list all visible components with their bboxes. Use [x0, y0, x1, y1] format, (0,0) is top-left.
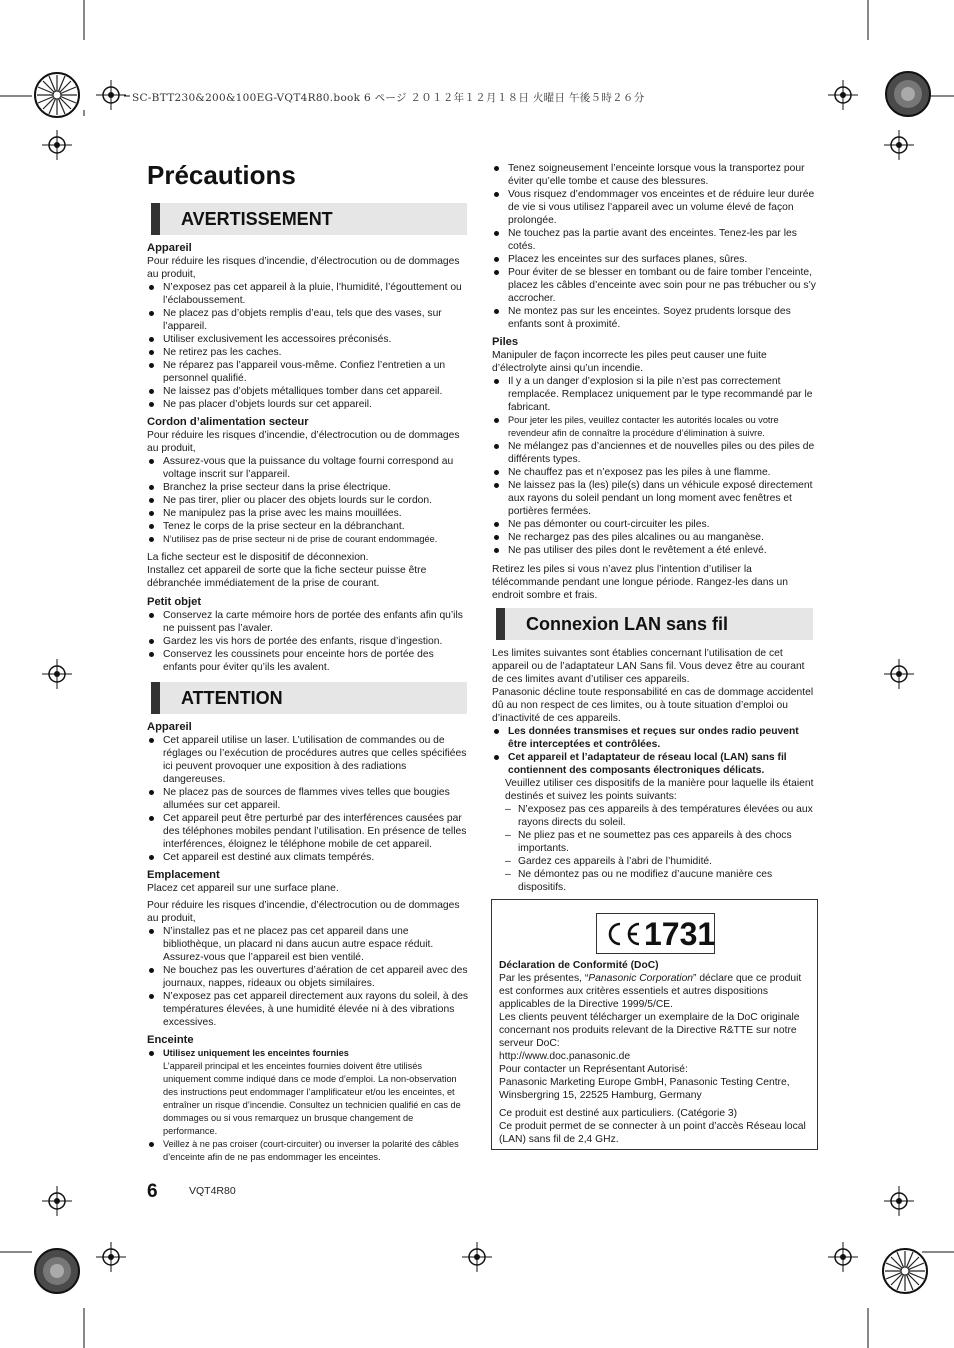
- bullet-list: [147, 1047, 469, 1164]
- lan-banner: Connexion LAN sans fil: [496, 608, 813, 640]
- crosshair-icon: [828, 1242, 858, 1272]
- page-number: 6: [147, 1181, 158, 1202]
- registration-target-icon: [30, 68, 84, 122]
- list-item: Pour éviter de se blesser en tombant ou de faire tomber l’enceinte, placez les câbles d’enceinte avec soin pour ne pas trébucher ou s’y accrocher.: [492, 266, 818, 305]
- crosshair-icon: [884, 130, 914, 160]
- crosshair-icon: [42, 130, 72, 160]
- list-item: Gardez les vis hors de portée des enfants, risque d’ingestion.: [147, 635, 469, 648]
- subheading-enceinte: Enceinte: [147, 1034, 194, 1046]
- bullet-list: [147, 609, 469, 674]
- list-item: – N’exposez pas ces appareils à des températures élevées ou aux rayons directs du soleil.: [492, 803, 818, 829]
- crosshair-icon: [462, 1242, 492, 1272]
- list-item: Pour jeter les piles, veuillez contacter les autorités locales ou votre revendeur afin de connaître la procédure d’élimination à suivre.: [492, 414, 818, 440]
- paragraph: Retirez les piles si vous n’avez plus l’intention d’utiliser la télécommande pendant une longue période. Rangez-les dans un endroit sombre et frais.: [492, 564, 788, 601]
- crosshair-icon: [884, 1186, 914, 1216]
- crosshair-icon: [96, 1242, 126, 1272]
- list-item: N’exposez pas cet appareil à la pluie, l’humidité, l’égouttement ou l’éclaboussement.: [147, 281, 469, 307]
- bullet-list: [492, 375, 818, 557]
- address: Panasonic Marketing Europe GmbH, Panasonic Testing Centre, Winsbergring 15, 22525 Hamburg, Germany: [499, 1077, 790, 1101]
- paragraph: Ce produit permet de se connecter à un point d’accès Réseau local (LAN) sans fil de 2,4 GHz.: [499, 1121, 806, 1145]
- list-item: Tenez le corps de la prise secteur en la débranchant.: [147, 520, 469, 533]
- list-item: Ne réparez pas l’appareil vous-même. Confiez l’entretien a un personnel qualifié.: [147, 359, 469, 385]
- bullet-list: [147, 734, 469, 864]
- paragraph: La fiche secteur est le dispositif de déconnexion.: [147, 552, 369, 563]
- bullet-list: [147, 281, 469, 411]
- paragraph: Par les présentes, “Panasonic Corporation” déclare que ce produit est conformes aux critères essentiels et autres dispositions applicables de la Directive 1999/5/CE.: [499, 973, 802, 1010]
- subheading-petit-objet: Petit objet: [147, 596, 202, 608]
- subheading-piles: Piles: [492, 336, 519, 348]
- registration-target-icon: [880, 66, 936, 122]
- crosshair-icon: [42, 1186, 72, 1216]
- attention-banner: ATTENTION: [151, 682, 467, 714]
- list-item: Ne laissez pas la (les) pile(s) dans un véhicule exposé directement aux rayons du soleil pendant un long moment avec fenêtres et portières fermées.: [492, 479, 818, 518]
- list-item: N’exposez pas cet appareil directement aux rayons du soleil, à des températures élevées, à une humidité élevée ni à des vibrations excessives.: [147, 990, 469, 1029]
- crosshair-icon: [42, 659, 72, 689]
- list-item: Cet appareil peut être perturbé par des interférences causées par des téléphones mobiles pendant l’utilisation. En présence de telles interférences, éloignez le téléphone mobile de cet appareil.: [147, 812, 469, 851]
- list-item: Cet appareil est destiné aux climats tempérés.: [147, 851, 469, 864]
- item-title: Utilisez uniquement les enceintes fournies: [163, 1048, 349, 1058]
- list-item: Ne touchez pas la partie avant des enceintes. Tenez-les par les cotés.: [492, 227, 818, 253]
- list-item: Ne bouchez pas les ouvertures d’aération de cet appareil avec des journaux, nappes, rideaux ou objets similaires.: [147, 964, 469, 990]
- paragraph: Pour contacter un Représentant Autorisé:: [499, 1064, 688, 1075]
- document-code: VQT4R80: [189, 1185, 236, 1197]
- subheading-emplacement: Emplacement: [147, 869, 220, 881]
- list-item: Ne retirez pas les caches.: [147, 346, 469, 359]
- list-item: Cet appareil et l’adaptateur de réseau local (LAN) sans fil contiennent des composants électroniques délicats.: [492, 751, 818, 777]
- registration-target-icon: [878, 1244, 932, 1298]
- doc-url: http://www.doc.panasonic.de: [499, 1051, 631, 1062]
- paragraph: Pour réduire les risques d’incendie, d’électrocution ou de dommages au produit,: [147, 430, 460, 454]
- paragraph: Placez cet appareil sur une surface plane.: [147, 883, 339, 894]
- list-item: – Ne démontez pas ou ne modifiez d’aucune manière ces dispositifs.: [492, 868, 818, 894]
- list-item: Ne pas démonter ou court-circuiter les piles.: [492, 518, 818, 531]
- paragraph: Ce produit est destiné aux particuliers. (Catégorie 3): [499, 1108, 738, 1119]
- list-item: Ne montez pas sur les enceintes. Soyez prudents lorsque des enfants sont à proximité.: [492, 305, 818, 331]
- avertissement-banner: AVERTISSEMENT: [151, 203, 467, 235]
- doc-text: [499, 959, 811, 1146]
- right-column-top: [492, 162, 818, 602]
- list-item: Ne pas tirer, plier ou placer des objets lourds sur le cordon.: [147, 494, 469, 507]
- list-item: – Ne pliez pas et ne soumettez pas ces appareils à des chocs importants.: [492, 829, 818, 855]
- list-item: Veillez à ne pas croiser (court-circuiter) ou inverser la polarité des câbles d’enceinte afin de ne pas endommager les enceintes.: [147, 1138, 469, 1164]
- list-item: [147, 1047, 469, 1138]
- list-item: Il y a un danger d’explosion si la pile n’est pas correctement remplacée. Remplacez uniquement par le type recommandé par le fabricant.: [492, 375, 818, 414]
- bullet-list: [492, 162, 818, 331]
- ce-mark-icon: [603, 920, 643, 948]
- paragraph: Manipuler de façon incorrecte les piles peut causer une fuite d’électrolyte ainsi qu’un incendie.: [492, 350, 767, 374]
- bullet-list: [147, 925, 469, 1029]
- list-item: Ne placez pas de sources de flammes vives telles que bougies allumées sur cet appareil.: [147, 786, 469, 812]
- list-item: – Gardez ces appareils à l’abri de l’humidité.: [492, 855, 818, 868]
- avertissement-section: [147, 241, 469, 674]
- registration-target-icon: [30, 1244, 84, 1298]
- notified-body-number: 1731: [644, 916, 716, 952]
- paragraph: Pour réduire les risques d’incendie, d’électrocution ou de dommages au produit,: [147, 256, 460, 280]
- subheading-appareil: Appareil: [147, 721, 192, 733]
- list-item: Ne placez pas d’objets remplis d’eau, tels que des vases, sur l’appareil.: [147, 307, 469, 333]
- subheading-cordon: Cordon d’alimentation secteur: [147, 416, 309, 428]
- list-item: Ne manipulez pas la prise avec les mains mouillées.: [147, 507, 469, 520]
- bullet-list: [147, 455, 469, 546]
- list-item: Conservez la carte mémoire hors de portée des enfants afin qu’ils ne puissent pas l’avaler.: [147, 609, 469, 635]
- list-item: N’utilisez pas de prise secteur ni de prise de courant endommagée.: [147, 533, 469, 546]
- list-item: Les données transmises et reçues sur ondes radio peuvent être interceptées et contrôlées.: [492, 725, 818, 751]
- list-item: Ne chauffez pas et n’exposez pas les piles à une flamme.: [492, 466, 818, 479]
- list-item: Vous risquez d’endommager vos enceintes et de réduire leur durée de vie si vous utilisez l’appareil avec un volume élevé de façon prolongée.: [492, 188, 818, 227]
- list-item: N’installez pas et ne placez pas cet appareil dans une bibliothèque, un placard ni dans aucun autre espace réduit. Assurez-vous que l’appareil est bien ventilé.: [147, 925, 469, 964]
- paragraph: Veuillez utiliser ces dispositifs de la manière pour laquelle ils étaient destinés et suivez les points suivants:: [505, 778, 814, 802]
- list-item: Tenez soigneusement l’enceinte lorsque vous la transportez pour éviter qu’elle tombe et cause des blessures.: [492, 162, 818, 188]
- list-item: Conservez les coussinets pour enceinte hors de portée des enfants pour éviter qu’ils les avalent.: [147, 648, 469, 674]
- attention-section: [147, 720, 469, 1164]
- ce-marking: [596, 913, 715, 954]
- bullet-list: [492, 725, 818, 777]
- paragraph: Les clients peuvent télécharger un exemplaire de la DoC originale concernant nos produits relevant de la Directive R&TTE sur notre serveur DoC:: [499, 1012, 800, 1049]
- crosshair-icon: [884, 659, 914, 689]
- paragraph: Installez cet appareil de sorte que la fiche secteur puisse être débranchée immédiatement de la prise de courant.: [147, 565, 427, 589]
- file-header-line: SC-BTT230&200&100EG-VQT4R80.book 6 ページ ２０１２年１２月１８日 火曜日 午後５時２６分: [132, 92, 645, 104]
- dash-list: [492, 803, 818, 894]
- list-item: Ne laissez pas d’objets métalliques tomber dans cet appareil.: [147, 385, 469, 398]
- list-item: Utiliser exclusivement les accessoires préconisés.: [147, 333, 469, 346]
- lan-section: [492, 647, 818, 894]
- paragraph: Pour réduire les risques d’incendie, d’électrocution ou de dommages au produit,: [147, 900, 460, 924]
- list-item: Ne pas utiliser des piles dont le revêtement a été enlevé.: [492, 544, 818, 557]
- item-body: L’appareil principal et les enceintes fournies doivent être utilisés uniquement comme indiqué dans ce mode d’emploi. La non-observation des instructions peut endommager l’amplificateur et/ou les enceintes, et entraîner un risque d’incendie. Consultez un technicien qualifié en cas de dommages ou si vous remarquez un brusque changement de performance.: [163, 1061, 461, 1136]
- paragraph: Les limites suivantes sont établies concernant l’utilisation de cet appareil ou de l’adaptateur LAN Sans fil. Vous devez être au courant de ces limites avant d’utiliser ces appareils.: [492, 648, 805, 685]
- list-item: Ne rechargez pas des piles alcalines ou au manganèse.: [492, 531, 818, 544]
- doc-title: Déclaration de Conformité (DoC): [499, 960, 659, 971]
- subheading-appareil: Appareil: [147, 242, 192, 254]
- list-item: Branchez la prise secteur dans la prise électrique.: [147, 481, 469, 494]
- list-item: Assurez-vous que la puissance du voltage fourni correspond au voltage inscrit sur l’appareil.: [147, 455, 469, 481]
- list-item: Ne mélangez pas d’anciennes et de nouvelles piles ou des piles de différents types.: [492, 440, 818, 466]
- crosshair-icon: [828, 80, 858, 110]
- declaration-of-conformity-box: [491, 899, 818, 1150]
- page-title: Précautions: [147, 160, 296, 190]
- list-item: Placez les enceintes sur des surfaces planes, sûres.: [492, 253, 818, 266]
- crosshair-icon: [96, 80, 126, 110]
- paragraph: Panasonic décline toute responsabilité en cas de dommage accidentel dû au non respect de ces limites, ou à toute situation d’emploi ou d’inactivité de ces appareils.: [492, 687, 814, 724]
- list-item: Ne pas placer d’objets lourds sur cet appareil.: [147, 398, 469, 411]
- list-item: Cet appareil utilise un laser. L’utilisation de commandes ou de réglages ou l’exécution de procédures autres que celles spécifiées ici peuvent provoquer une exposition à des radiations dangereuses.: [147, 734, 469, 786]
